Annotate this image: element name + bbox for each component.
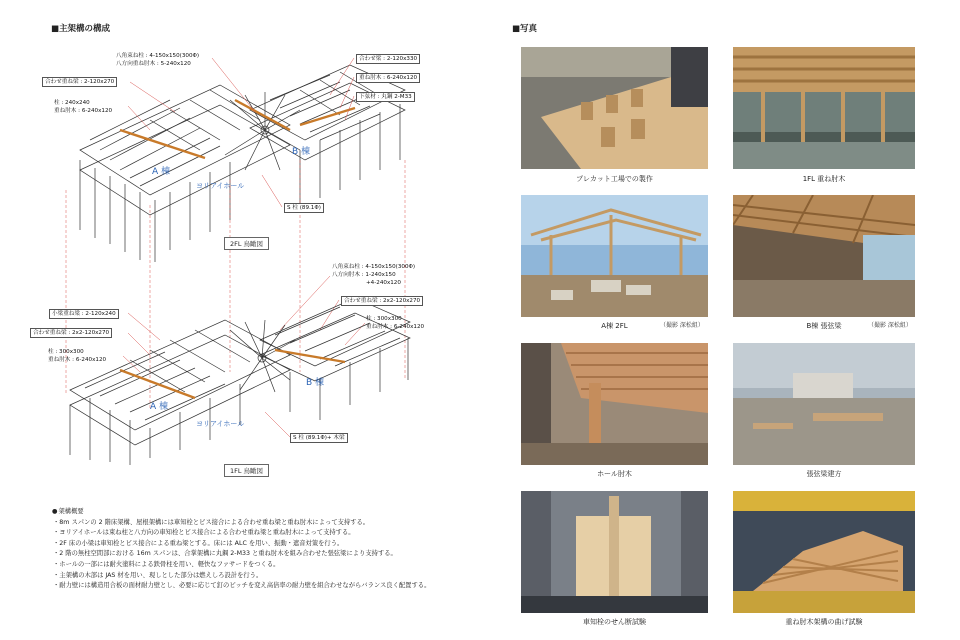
building-b-2f: B 棟	[292, 147, 311, 157]
label-s-column-1f: S 柱 (89.1Φ)+ 木梁	[290, 433, 348, 443]
photo-1fl-hijiki	[733, 47, 915, 169]
diagram-1f-title: 1FL 鳥瞰図	[224, 464, 269, 477]
diagram-2f-title: 2FL 鳥瞰図	[224, 237, 269, 250]
photo-caption: A棟 2FL	[601, 322, 628, 330]
photo-credit: （撮影 深松組）	[868, 322, 912, 329]
building-a-1f: A 棟	[150, 402, 169, 412]
label-shitagen-2f: 下弦材 : 丸鋼 2-M33	[356, 92, 415, 102]
overview-item: ・2 階の無柱空間部における 16m スパンは、合掌架構に丸鋼 2-M33 と重ね肘木を組み合わせた張弦梁により支持する。	[53, 550, 397, 558]
label-kasane-hijiki-2f: 重ね肘木 : 6-240x120	[356, 73, 420, 83]
building-b-1f: B 棟	[306, 378, 325, 388]
photo-caption: プレカット工場での製作	[576, 175, 653, 183]
hall-label-2f: ヨリアイホール	[196, 182, 245, 190]
photo-b-building-tension-beam	[733, 195, 915, 317]
photo-caption: B棟 張弦梁	[806, 322, 842, 330]
label-hakkaku-1f: 八角束ね柱 : 4-150x150(300Φ) 八方向肘木 : 1-240x150 +4-240x120	[332, 264, 416, 286]
structure-overview	[52, 507, 447, 592]
overview-item: ・2F 床の小梁は車知栓とビス接合による重ね梁とする。床には ALC を用い、振動・遮音対策を行う。	[53, 539, 344, 547]
photo-hijiki-bending-test	[733, 491, 915, 613]
label-awase-shigeta-1f: 合わせ重ね梁 : 2x2-120x270	[341, 296, 423, 306]
photo-caption: 張弦梁建方	[806, 470, 842, 478]
overview-heading: ● 架構概要	[52, 507, 447, 518]
label-awase-left-1f: 合わせ重ね梁 : 2x2-120x270	[30, 328, 112, 338]
building-a-2f: A 棟	[152, 167, 171, 177]
section-title-structure: ■主架構の構成	[51, 24, 111, 34]
overview-item: ・主架構の木部は JAS 材を用い、現しとした部分は燃えしろ設計を行う。	[53, 571, 263, 579]
section-title-photos: ■写真	[512, 24, 538, 34]
photo-caption: 車知栓のせん断試験	[583, 618, 646, 626]
label-hashira-right-1f: 柱 : 300x300 重ね肘木 : 6-240x120	[366, 316, 425, 330]
photo-credit: （撮影 深松組）	[660, 322, 704, 329]
label-hashira-left-1f: 柱 : 300x300 重ね肘木 : 6-240x120	[48, 349, 107, 363]
hall-label-1f: ヨリアイホール	[196, 420, 245, 428]
overview-item: ・ホールの一部には耐火塗料による鉄骨柱を用い、軽快なファサードをつくる。	[53, 560, 280, 568]
photo-hall-hijiki	[521, 343, 708, 465]
label-hashira-2f: 柱 : 240x240 重ね肘木 : 6-240x120	[54, 100, 113, 114]
photo-precut-factory	[521, 47, 708, 169]
label-s-column-2f: S 柱 (89.1Φ)	[284, 203, 324, 213]
photo-shachisen-shear-test	[521, 491, 708, 613]
label-awase-shigeta-2f: 合わせ重ね梁 : 2-120x270	[42, 77, 117, 87]
photo-caption: ホール肘木	[597, 470, 632, 478]
overview-item: ・耐力壁には構造用合板の面材耐力壁とし、必要に応じて釘のピッチを変え高倍率の耐力壁を組合わせながらバランス良く配置する。	[53, 582, 431, 590]
photo-caption: 重ね肘木架構の曲げ試験	[785, 618, 863, 626]
overview-item: ・8m スパンの 2 階床架構、屋根架構には車知栓とビス接合による合わせ重ね梁と重ね肘木によって支持する。	[53, 518, 370, 526]
photo-caption: 1FL 重ね肘木	[802, 175, 846, 183]
label-kobari-1f: 小梁重ね梁 : 2-120x240	[49, 309, 119, 319]
label-hakkaku-2f: 八角束ね柱 : 4-150x150(300Φ) 八方向重ね肘木 : 5-240x120	[116, 53, 200, 67]
label-awase-hari-2f: 合わせ梁 : 2-120x330	[356, 54, 420, 64]
photo-tension-beam-erection	[733, 343, 915, 465]
photo-a-building-2fl	[521, 195, 708, 317]
overview-item: ・ヨリアイホールは束ね柱と八方向の車知栓とビス接合による合わせ重ね梁と重ね肘木によって支持する。	[53, 529, 355, 537]
